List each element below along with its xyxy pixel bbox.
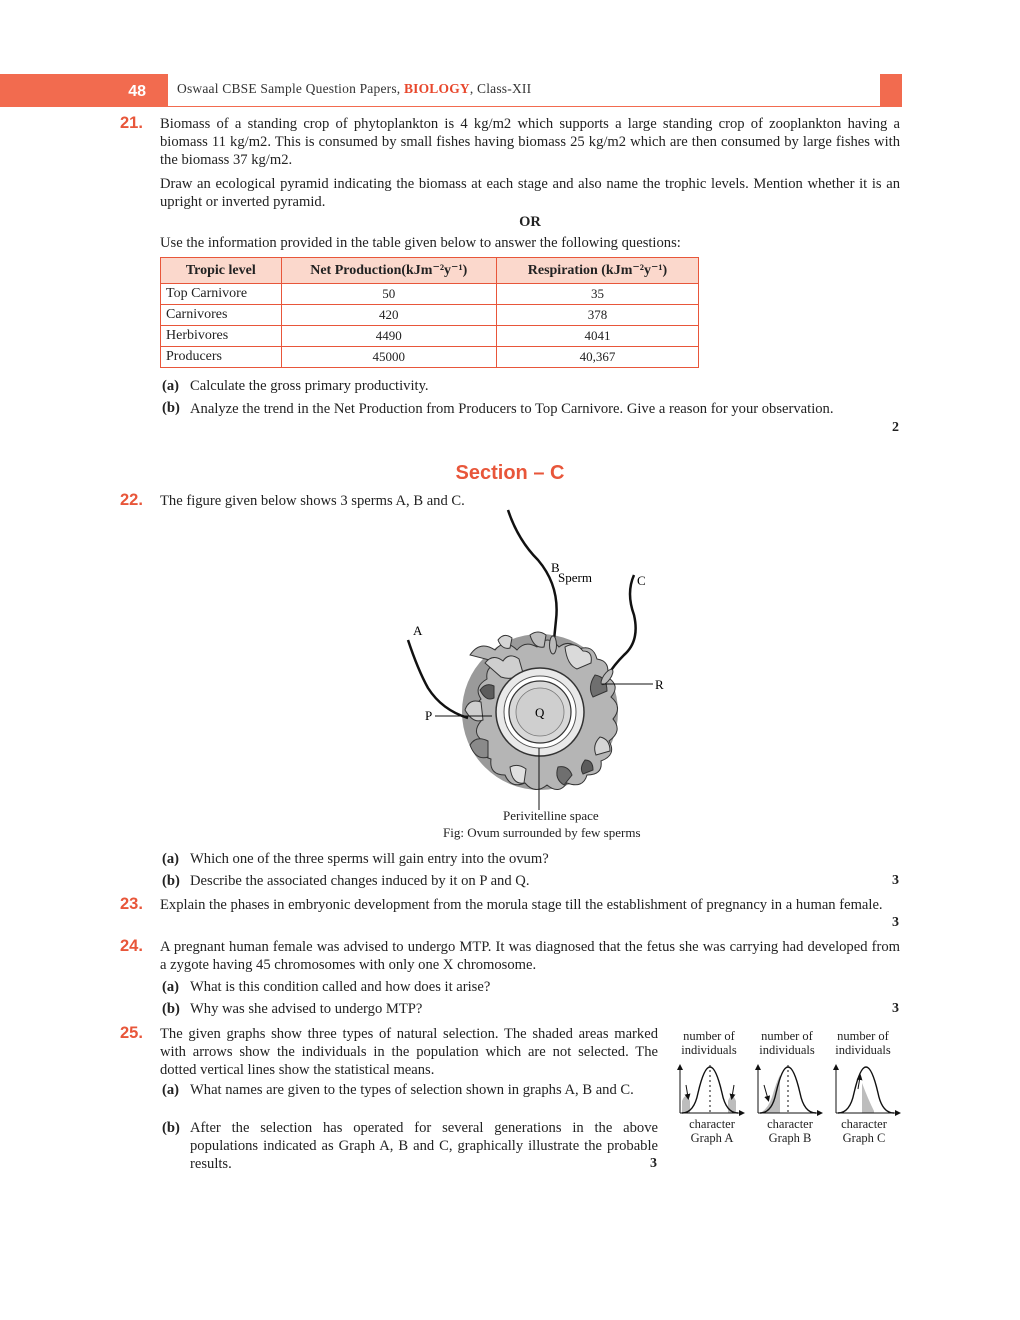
q21-b-text: Analyze the trend in the Net Production from Producers to Top Carnivore. Give a reason for your observation. xyxy=(190,401,834,417)
sperm-a xyxy=(408,640,468,718)
header-title-suffix: , Class-XII xyxy=(469,81,532,96)
q22-b-label: (b) xyxy=(162,873,180,889)
graph-a-xlabel-text: character xyxy=(689,1117,735,1131)
graph-a-arrow-left xyxy=(686,1085,688,1097)
table-row xyxy=(161,284,699,305)
label-c: C xyxy=(637,573,646,588)
table-cell: 4041 xyxy=(496,326,698,347)
q21-para2: Draw an ecological pyramid indicating the biomass at each stage and also name the trophic levels. Mention whether it is an upright or inverted pyramid. xyxy=(160,176,900,210)
label-r: R xyxy=(655,677,664,692)
ovum-diagram xyxy=(380,505,700,845)
q24-marks: 3 xyxy=(892,1001,899,1016)
table-header-cell: Net Production(kJm⁻²y⁻¹) xyxy=(281,258,496,284)
graph-b-ylabel xyxy=(752,1029,822,1057)
q21-b-label: (b) xyxy=(162,400,180,416)
selection-graphs xyxy=(672,1025,912,1155)
header-title-subject: BIOLOGY xyxy=(403,81,470,96)
graph-a-arrow-right xyxy=(732,1085,734,1097)
label-a: A xyxy=(413,623,423,638)
graph-b-name: Graph B xyxy=(768,1131,812,1145)
graph-b-shade xyxy=(760,1097,772,1113)
graph-b-xlabel-text: character xyxy=(767,1117,813,1131)
table-cell: Herbivores xyxy=(161,326,282,347)
figure-caption: Fig: Ovum surrounded by few sperms xyxy=(443,825,641,840)
graph-c-xlabel-text: character xyxy=(841,1117,887,1131)
graph-a-name: Graph A xyxy=(690,1131,734,1145)
q22-a-label: (a) xyxy=(162,851,180,867)
sperm-c xyxy=(608,575,636,675)
label-b: B xyxy=(551,560,560,575)
graph-a-ylabel xyxy=(674,1029,744,1057)
graph-a-ylabel-line1: number of xyxy=(683,1029,735,1043)
table-cell: 420 xyxy=(281,305,496,326)
q25-b xyxy=(162,1119,658,1173)
graph-c-name: Graph C xyxy=(842,1131,886,1145)
q23-text: Explain the phases in embryonic development from the morula stage till the establishment of pregnancy in a human female. xyxy=(160,897,883,913)
q24-a-text: What is this condition called and how does it arise? xyxy=(190,979,491,995)
q21-number: 21. xyxy=(120,114,143,132)
q24-text: A pregnant human female was advised to undergo MTP. It was diagnosed that the fetus she was carrying had developed from a zygote having 45 chromosomes with only one X chromosome. xyxy=(160,939,900,973)
graph-b-ylabel-line1: number of xyxy=(761,1029,813,1043)
graph-a xyxy=(680,1065,742,1113)
table-row xyxy=(161,326,699,347)
q21-marks: 2 xyxy=(892,420,899,435)
q24-b-text: Why was she advised to undergo MTP? xyxy=(190,1001,423,1017)
graph-c xyxy=(836,1067,898,1113)
graphs-svg xyxy=(672,1063,912,1123)
q21-a-label: (a) xyxy=(162,378,180,394)
sperm-b xyxy=(508,510,557,640)
table-cell: 4490 xyxy=(281,326,496,347)
table-cell: Carnivores xyxy=(161,305,282,326)
q21-intro: Use the information provided in the table given below to answer the following questions: xyxy=(160,235,681,251)
graph-b-ylabel-line2: individuals xyxy=(759,1043,815,1057)
q25-b-text: After the selection has operated for several generations in the above populations indicated as Graph A, B and C, graphically illustrate the probable results. xyxy=(190,1120,658,1172)
sperm-b-head xyxy=(550,636,557,654)
q21-a-text: Calculate the gross primary productivity. xyxy=(190,378,429,394)
q21-b xyxy=(162,399,900,439)
header-right-box xyxy=(880,74,902,107)
page-number: 48 xyxy=(128,83,146,100)
graph-a-xlabel xyxy=(676,1117,748,1145)
q23-number: 23. xyxy=(120,895,143,913)
graph-c-ylabel-line2: individuals xyxy=(835,1043,891,1057)
ovum-figure xyxy=(380,505,700,845)
graph-c-ylabel-line1: number of xyxy=(837,1029,889,1043)
graph-b-xlabel xyxy=(754,1117,826,1145)
table-row xyxy=(161,305,699,326)
table-cell: Producers xyxy=(161,347,282,368)
q22-b-text: Describe the associated changes induced by it on P and Q. xyxy=(190,873,530,889)
graph-b xyxy=(758,1065,820,1113)
q25-b-label: (b) xyxy=(162,1120,180,1136)
q25-marks: 3 xyxy=(650,1156,657,1171)
label-q: Q xyxy=(535,705,545,720)
table-cell: 35 xyxy=(496,284,698,305)
graph-a-ylabel-line2: individuals xyxy=(681,1043,737,1057)
table-header-cell: Tropic level xyxy=(161,258,282,284)
q22-a-text: Which one of the three sperms will gain entry into the ovum? xyxy=(190,851,549,867)
q21-or: OR xyxy=(519,214,541,230)
graph-c-xlabel xyxy=(828,1117,900,1145)
q25-a-text: What names are given to the types of selection shown in graphs A, B and C. xyxy=(190,1082,634,1098)
table-header-row xyxy=(161,258,699,284)
table-cell: 50 xyxy=(281,284,496,305)
q24-b-label: (b) xyxy=(162,1001,180,1017)
table-row xyxy=(161,347,699,368)
table-cell: Top Carnivore xyxy=(161,284,282,305)
q24-number: 24. xyxy=(120,937,143,955)
q22-text: The figure given below shows 3 sperms A, B and C. xyxy=(160,493,465,509)
production-table xyxy=(160,257,699,368)
q24-a-label: (a) xyxy=(162,979,180,995)
graph-c-shade xyxy=(862,1083,874,1113)
table-cell: 40,367 xyxy=(496,347,698,368)
table-cell: 45000 xyxy=(281,347,496,368)
header-title-prefix: Oswaal CBSE Sample Question Papers, xyxy=(177,81,404,96)
header-title xyxy=(177,81,531,97)
q23-marks: 3 xyxy=(892,915,899,930)
q25-a xyxy=(162,1081,658,1117)
q22-marks: 3 xyxy=(892,873,899,888)
header-rule xyxy=(168,106,880,107)
figure-caption-perivitelline: Perivitelline space xyxy=(503,808,599,823)
graph-c-ylabel xyxy=(828,1029,898,1057)
label-p: P xyxy=(425,708,433,723)
q21-para1: Biomass of a standing crop of phytoplankton is 4 kg/m2 which supports a large standing crop of zooplankton having a biomass 11 kg/m2. This is consumed by small fishes having biomass 25 kg/m2 which are then consumed by large fishes with the biomass 37 kg/m2. xyxy=(160,116,900,168)
table-cell: 378 xyxy=(496,305,698,326)
label-sperm: Sperm xyxy=(558,570,592,585)
table-header-cell: Respiration (kJm⁻²y⁻¹) xyxy=(496,258,698,284)
q25-a-label: (a) xyxy=(162,1082,180,1098)
q22-number: 22. xyxy=(120,491,143,509)
q25-number: 25. xyxy=(120,1024,143,1042)
graph-b-arrow xyxy=(764,1085,768,1099)
q25-text: The given graphs show three types of natural selection. The shaded areas marked with arrows show the individuals in the population which are not selected. The dotted vertical lines show the statistical means. xyxy=(160,1026,658,1078)
graph-a-shade-right xyxy=(728,1096,736,1113)
section-title: Section – C xyxy=(455,462,565,484)
